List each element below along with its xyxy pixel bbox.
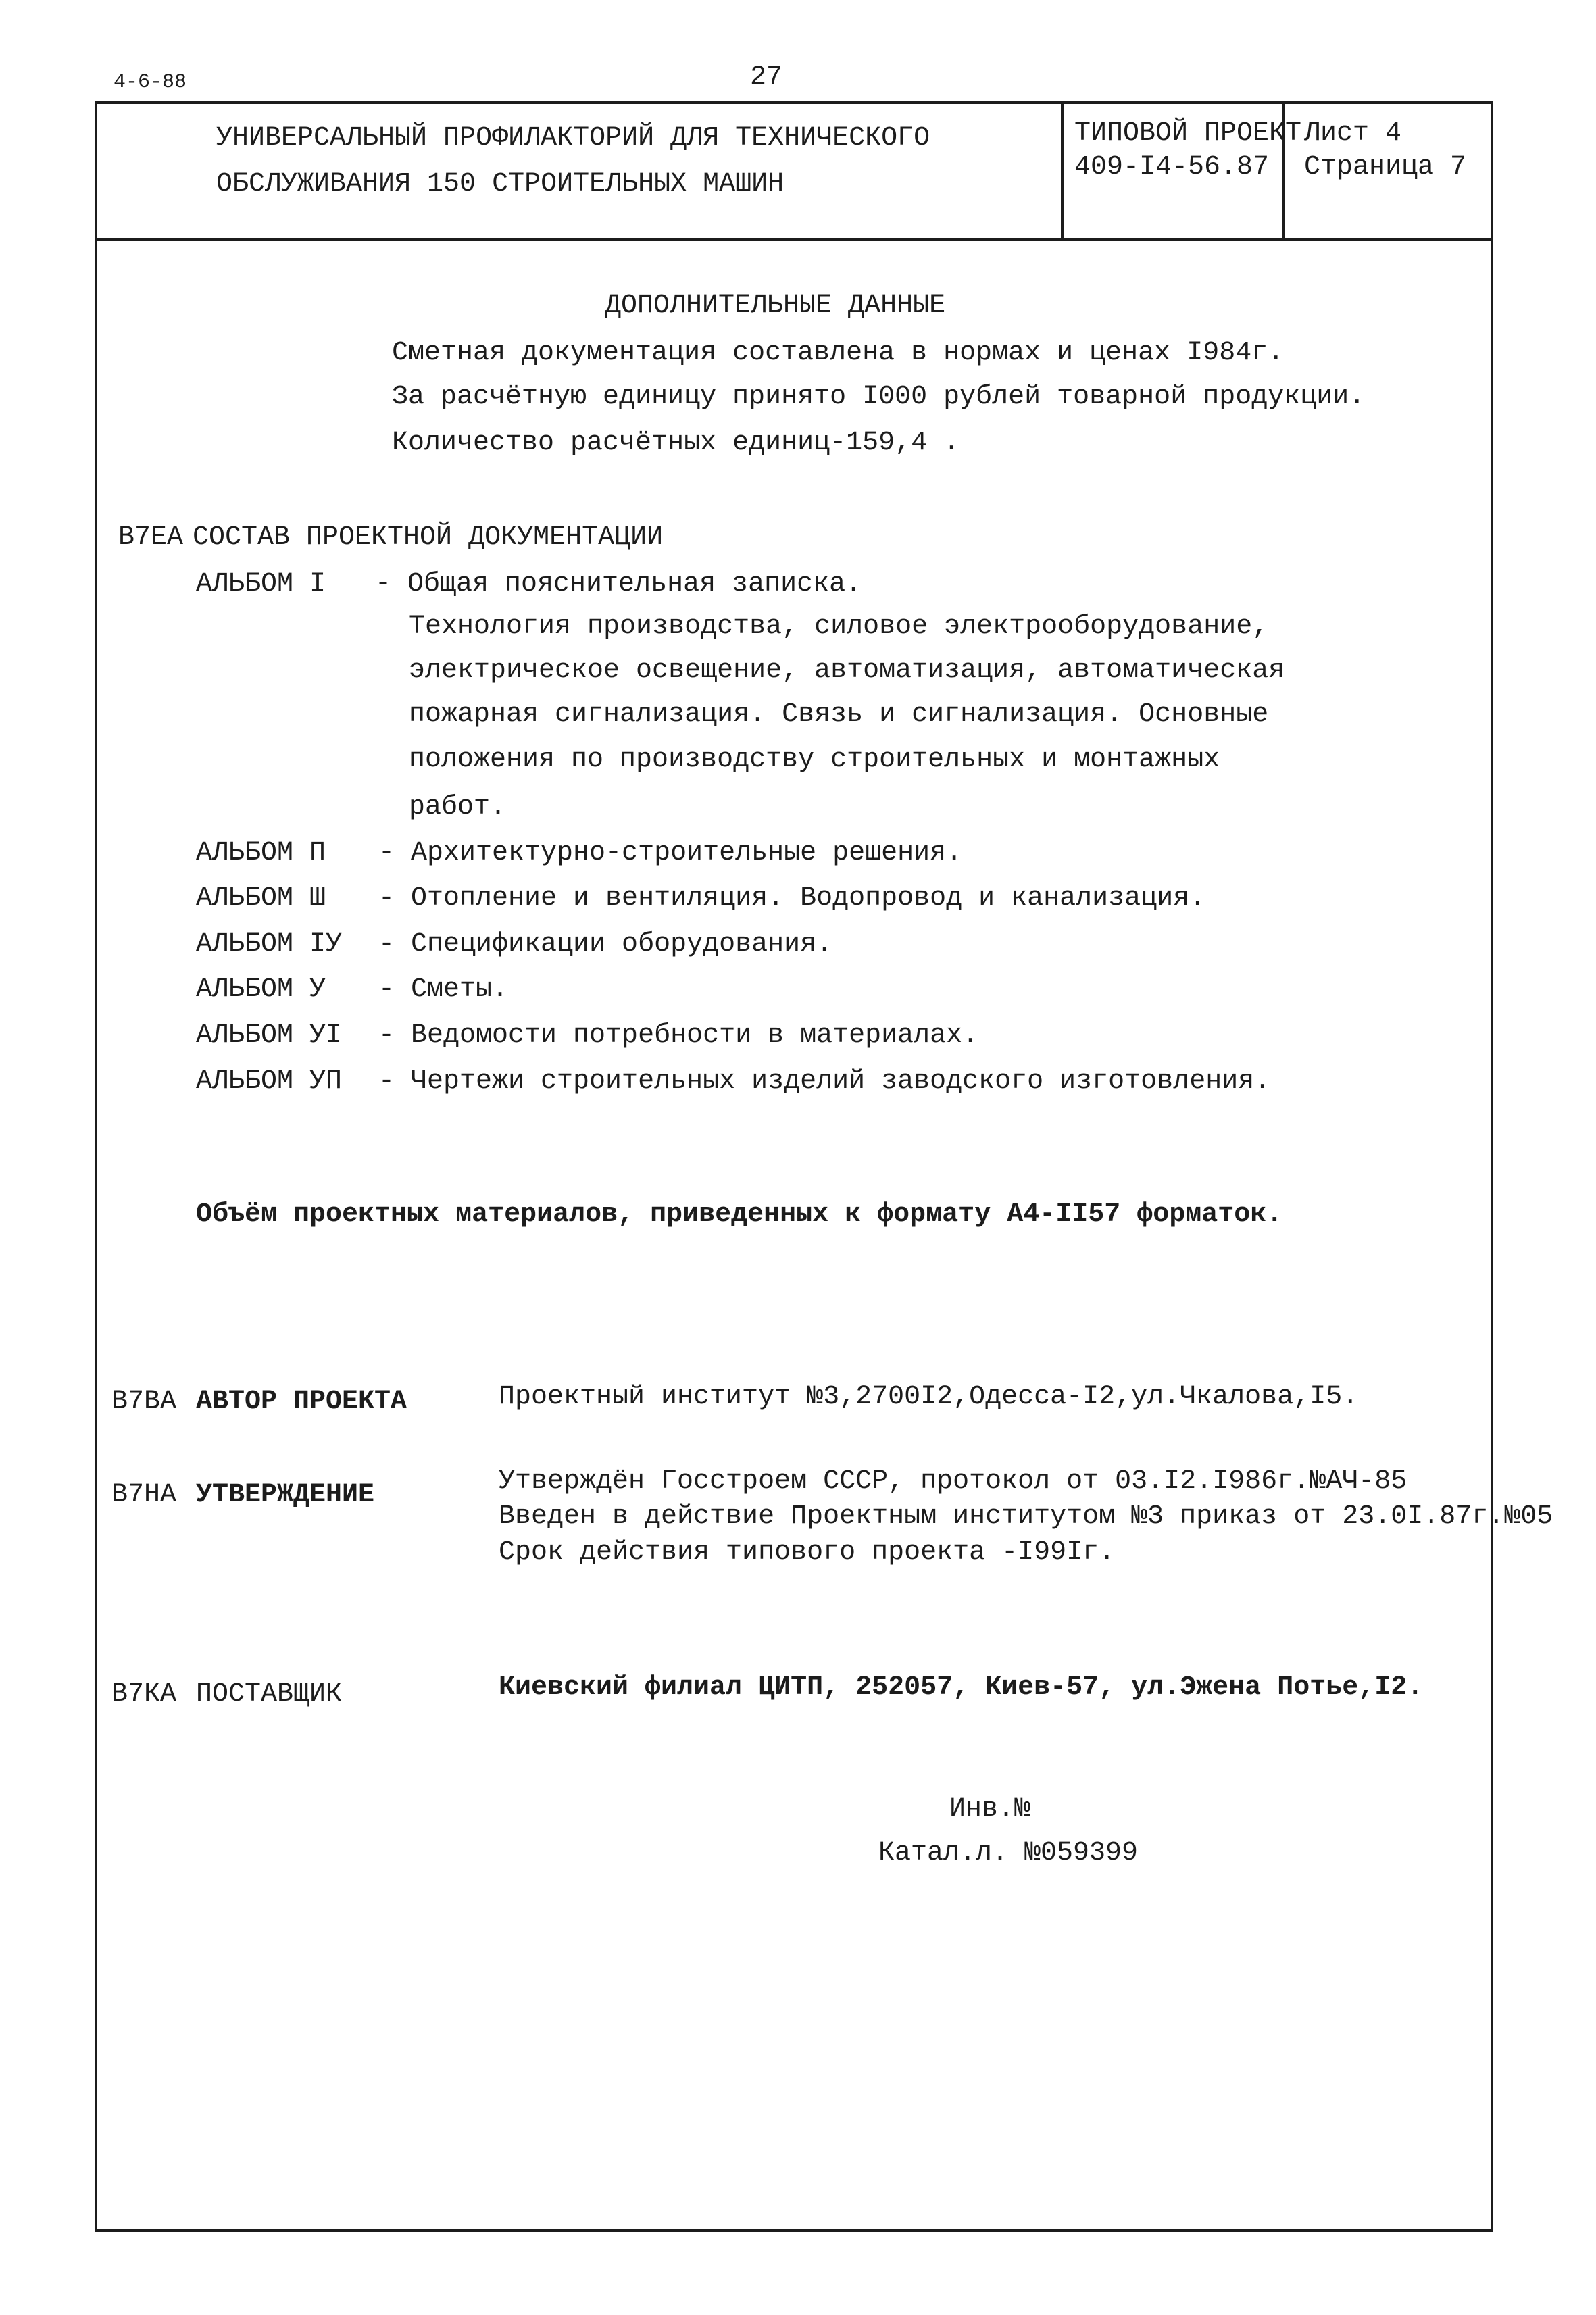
album-description: - Общая пояснительная записка. [375,569,862,599]
album-description: - Архитектурно-строительные решения. [378,838,963,868]
header-divider [95,238,1491,241]
page-number: 27 [750,62,783,93]
document-code: 4-6-88 [114,71,187,94]
album-name: АЛЬБОМ УI [196,1020,343,1051]
project-label: ТИПОВОЙ ПРОЕКТ [1074,118,1302,149]
album-description: Технология производства, силовое электрооборудование, [409,612,1269,642]
author-code: В7ВА [111,1387,177,1417]
author-value: Проектный институт №3,2700I2,Одесса-I2,ул.Чкалова,I5. [499,1382,1359,1412]
project-number: 409-I4-56.87 [1074,152,1270,182]
album-description: - Ведомости потребности в материалах. [378,1020,979,1051]
album-description: положения по производству строительных и монтажных [409,745,1220,775]
header-divider [1061,101,1064,239]
album-name: АЛЬБОМ IУ [196,929,343,960]
composition-title: СОСТАВ ПРОЕКТНОЙ ДОКУМЕНТАЦИИ [193,522,664,553]
additional-data-title: ДОПОЛНИТЕЛЬНЫЕ ДАННЫЕ [605,291,946,321]
approval-label: УТВЕРЖДЕНИЕ [196,1480,375,1510]
inventory-label: Инв.№ [949,1794,1031,1824]
approval-line: Введен в действие Проектным институтом №3 приказ от 23.0I.87г.№05 [499,1501,1553,1532]
supplier-value: Киевский филиал ЦИТП, 252057, Киев-57, ул.Эжена Потье,I2. [499,1672,1424,1703]
album-description: - Отопление и вентиляция. Водопровод и канализация. [378,883,1206,914]
header-title-line2: ОБСЛУЖИВАНИЯ 150 СТРОИТЕЛЬНЫХ МАШИН [216,169,784,199]
album-description: пожарная сигнализация. Связь и сигнализация. Основные [409,699,1269,730]
album-description: работ. [409,792,507,822]
album-description: - Чертежи строительных изделий заводского изготовления. [378,1066,1271,1097]
additional-line: За расчётную единицу принято I000 рублей товарной продукции. [392,382,1366,412]
header-title-line1: УНИВЕРСАЛЬНЫЙ ПРОФИЛАКТОРИЙ ДЛЯ ТЕХНИЧЕСКОГО [216,123,930,153]
approval-line: Утверждён Госстроем СССР, протокол от 03.I2.I986г.№АЧ-85 [499,1466,1407,1497]
album-name: АЛЬБОМ Ш [196,883,326,914]
album-name: АЛЬБОМ П [196,838,326,868]
additional-line: Количество расчётных единиц-159,4 . [392,428,960,458]
page-frame [95,101,1493,2232]
volume-statement: Объём проектных материалов, приведенных к формату А4-II57 форматок. [196,1199,1283,1230]
page-label: Страница 7 [1304,152,1467,182]
album-description: - Сметы. [378,974,509,1005]
sheet-number: Лист 4 [1304,118,1402,149]
supplier-label: ПОСТАВЩИК [196,1679,343,1710]
additional-line: Сметная документация составлена в нормах и ценах I984г. [392,338,1285,368]
composition-code: В7ЕА [118,522,184,553]
approval-code: В7НА [111,1480,177,1510]
album-description: - Спецификации оборудования. [378,929,833,960]
album-name: АЛЬБОМ I [196,569,326,599]
supplier-code: В7КА [111,1679,177,1710]
album-description: электрическое освещение, автоматизация, автоматическая [409,655,1285,686]
catalog-number: Катал.л. №059399 [878,1838,1139,1868]
album-name: АЛЬБОМ УП [196,1066,343,1097]
approval-line: Срок действия типового проекта -I99Iг. [499,1537,1116,1568]
author-label: АВТОР ПРОЕКТА [196,1387,407,1417]
album-name: АЛЬБОМ У [196,974,326,1005]
